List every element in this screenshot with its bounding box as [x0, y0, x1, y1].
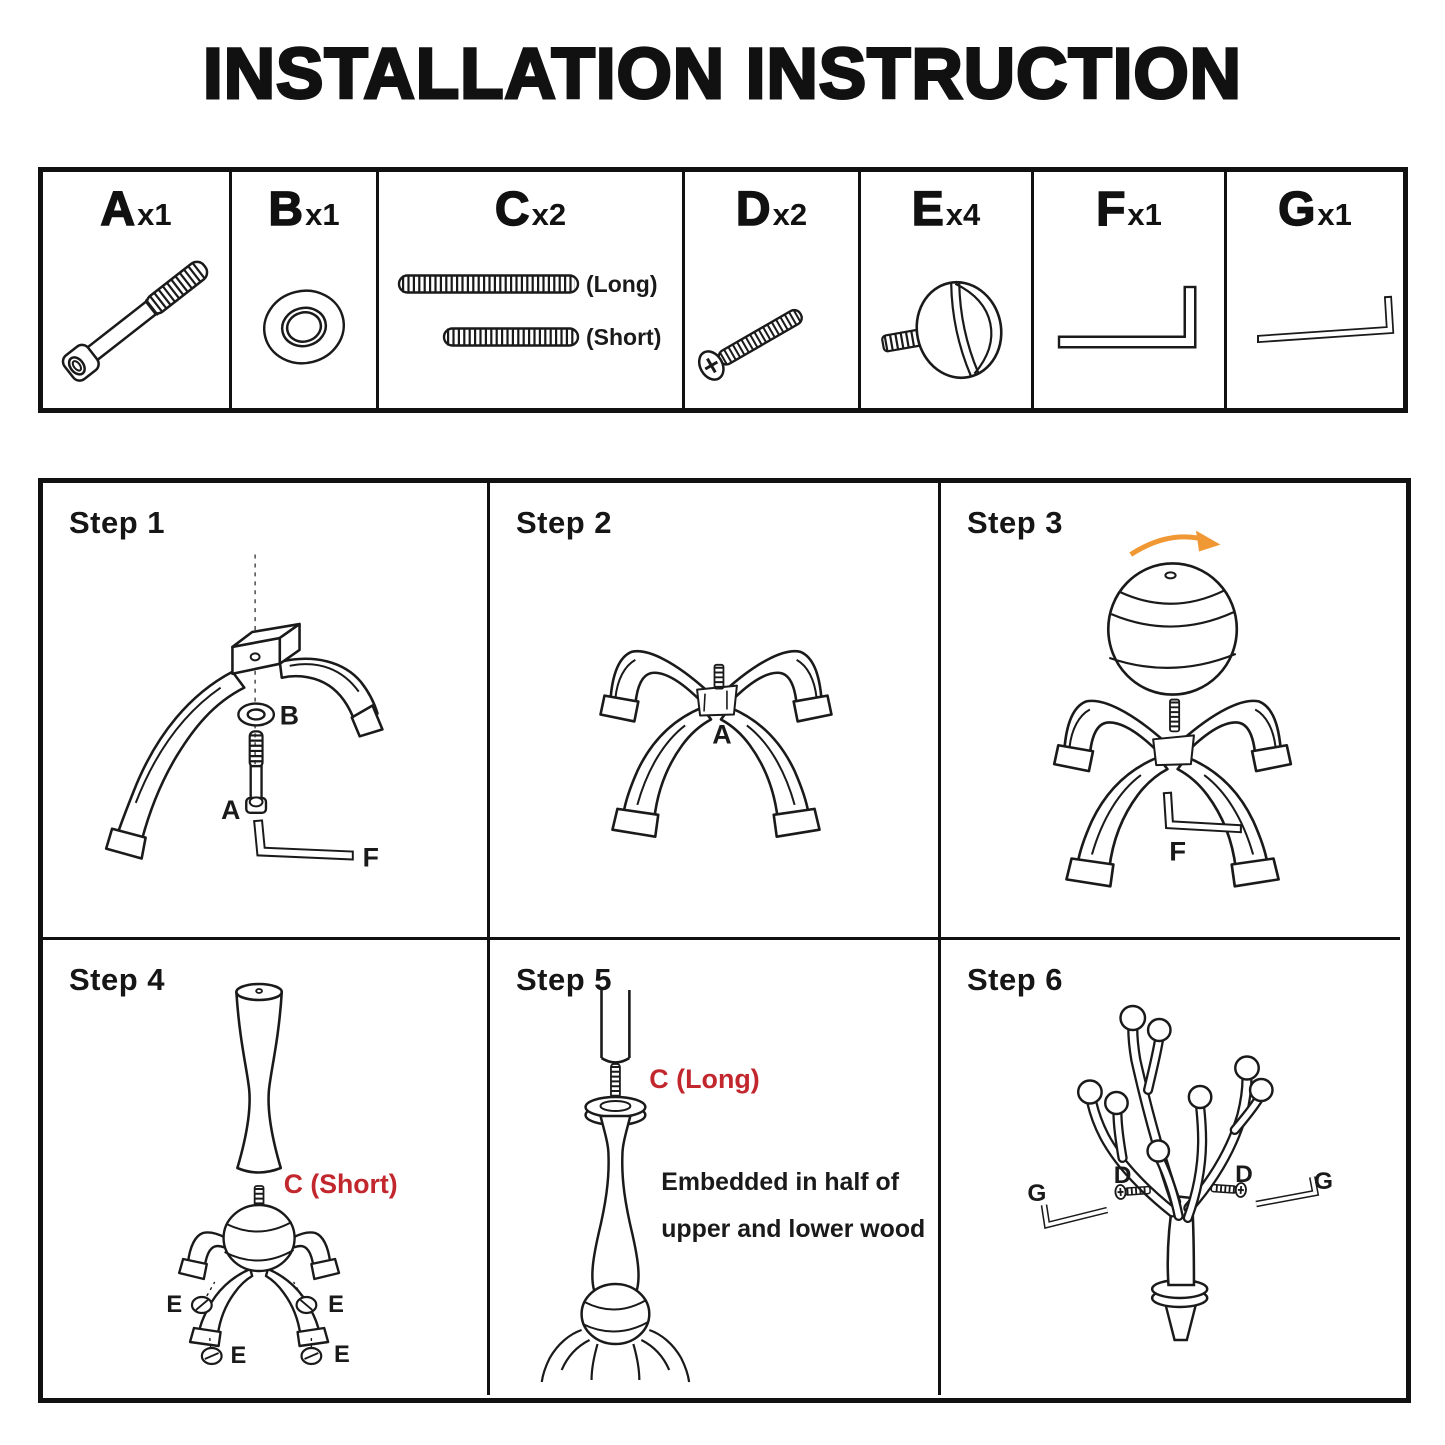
allen-key-f	[253, 820, 353, 860]
part-cell-f	[1034, 172, 1227, 408]
part-f-letter: F	[1096, 183, 1126, 236]
label-a: A	[712, 719, 732, 750]
label-e-4: E	[334, 1340, 350, 1369]
step-5-illustration	[490, 940, 938, 1395]
label-e-3: E	[230, 1341, 247, 1370]
part-b-qty: x1	[305, 197, 340, 232]
step-2-illustration	[490, 483, 938, 937]
part-d-letter: D	[735, 183, 771, 236]
rotation-arrow	[1131, 531, 1221, 555]
note-line-2: upper and lower wood	[661, 1214, 926, 1244]
allen-key-small-icon	[1227, 172, 1403, 408]
part-e-qty: x4	[945, 197, 981, 232]
rod-short-label: (Short)	[586, 324, 662, 350]
step-6-title: Step 6	[967, 962, 1064, 997]
step-4-panel	[43, 940, 490, 1395]
step-5-title: Step 5	[516, 962, 613, 997]
part-g-letter: G	[1278, 183, 1316, 236]
washer-b	[238, 704, 274, 726]
step-5-panel	[490, 940, 941, 1395]
part-e-letter: E	[911, 183, 944, 236]
note-line-1: Embedded in half of	[661, 1167, 900, 1197]
step-3-title: Step 3	[967, 505, 1064, 540]
bolt-a	[246, 731, 266, 812]
part-b-letter: B	[268, 183, 304, 236]
label-d-right: D	[1235, 1161, 1253, 1188]
washer-icon	[232, 172, 376, 408]
step-4-title: Step 4	[69, 962, 166, 997]
steps-grid	[38, 478, 1411, 1403]
rod-c-long	[611, 1064, 620, 1098]
step-6-illustration	[941, 940, 1400, 1395]
part-cell-g	[1227, 172, 1403, 408]
part-a-qty: x1	[137, 197, 172, 232]
step-1-panel	[43, 483, 490, 940]
part-f-qty: x1	[1127, 197, 1162, 232]
part-g-qty: x1	[1317, 197, 1352, 232]
leg-piece	[106, 624, 382, 858]
part-cell-c	[379, 172, 685, 408]
ball-and-base	[179, 1205, 339, 1346]
label-c-long: C (Long)	[649, 1063, 760, 1095]
upper-pole-end	[602, 990, 630, 1063]
label-e-2: E	[328, 1290, 344, 1319]
step-6-panel	[941, 940, 1400, 1395]
wooden-ball	[1108, 563, 1237, 694]
label-e-1: E	[166, 1290, 183, 1319]
step-1-title: Step 1	[69, 505, 166, 540]
bolt-a-tip	[714, 665, 723, 689]
page-title: INSTALLATION INSTRUCTION	[203, 35, 1242, 114]
part-cell-a	[43, 172, 232, 408]
phillips-screw-icon	[685, 172, 858, 408]
part-cell-d	[685, 172, 861, 408]
thumb-screw-icon	[861, 172, 1031, 408]
step-1-illustration	[43, 483, 487, 937]
allen-key-large-icon	[1034, 172, 1224, 408]
step-3-illustration	[941, 483, 1400, 937]
allen-key-g-right	[1256, 1177, 1315, 1204]
label-a: A	[221, 794, 241, 825]
part-cell-b	[232, 172, 379, 408]
step-3-panel	[941, 483, 1400, 940]
part-a-letter: A	[100, 183, 136, 236]
step-2-title: Step 2	[516, 505, 613, 540]
label-b: B	[279, 700, 300, 731]
label-f: F	[1169, 835, 1187, 867]
lower-pole	[236, 984, 281, 1173]
rod-long-label: (Long)	[586, 271, 658, 297]
step-4-illustration	[43, 940, 487, 1395]
allen-key-g-left	[1044, 1205, 1107, 1225]
label-d-left: D	[1113, 1162, 1132, 1189]
threaded-rods-icon	[379, 172, 682, 408]
part-d-qty: x2	[772, 197, 808, 232]
label-c-short: C (Short)	[283, 1168, 398, 1200]
bolt-tip	[1170, 700, 1179, 732]
label-f: F	[362, 842, 379, 873]
step-2-panel	[490, 483, 941, 940]
hex-socket-bolt-icon	[43, 172, 229, 408]
label-g-right: G	[1313, 1168, 1334, 1195]
part-c-letter: C	[494, 183, 530, 236]
part-cell-e	[861, 172, 1034, 408]
parts-table	[38, 167, 1408, 413]
part-c-qty: x2	[531, 197, 567, 232]
label-g-left: G	[1027, 1180, 1047, 1207]
